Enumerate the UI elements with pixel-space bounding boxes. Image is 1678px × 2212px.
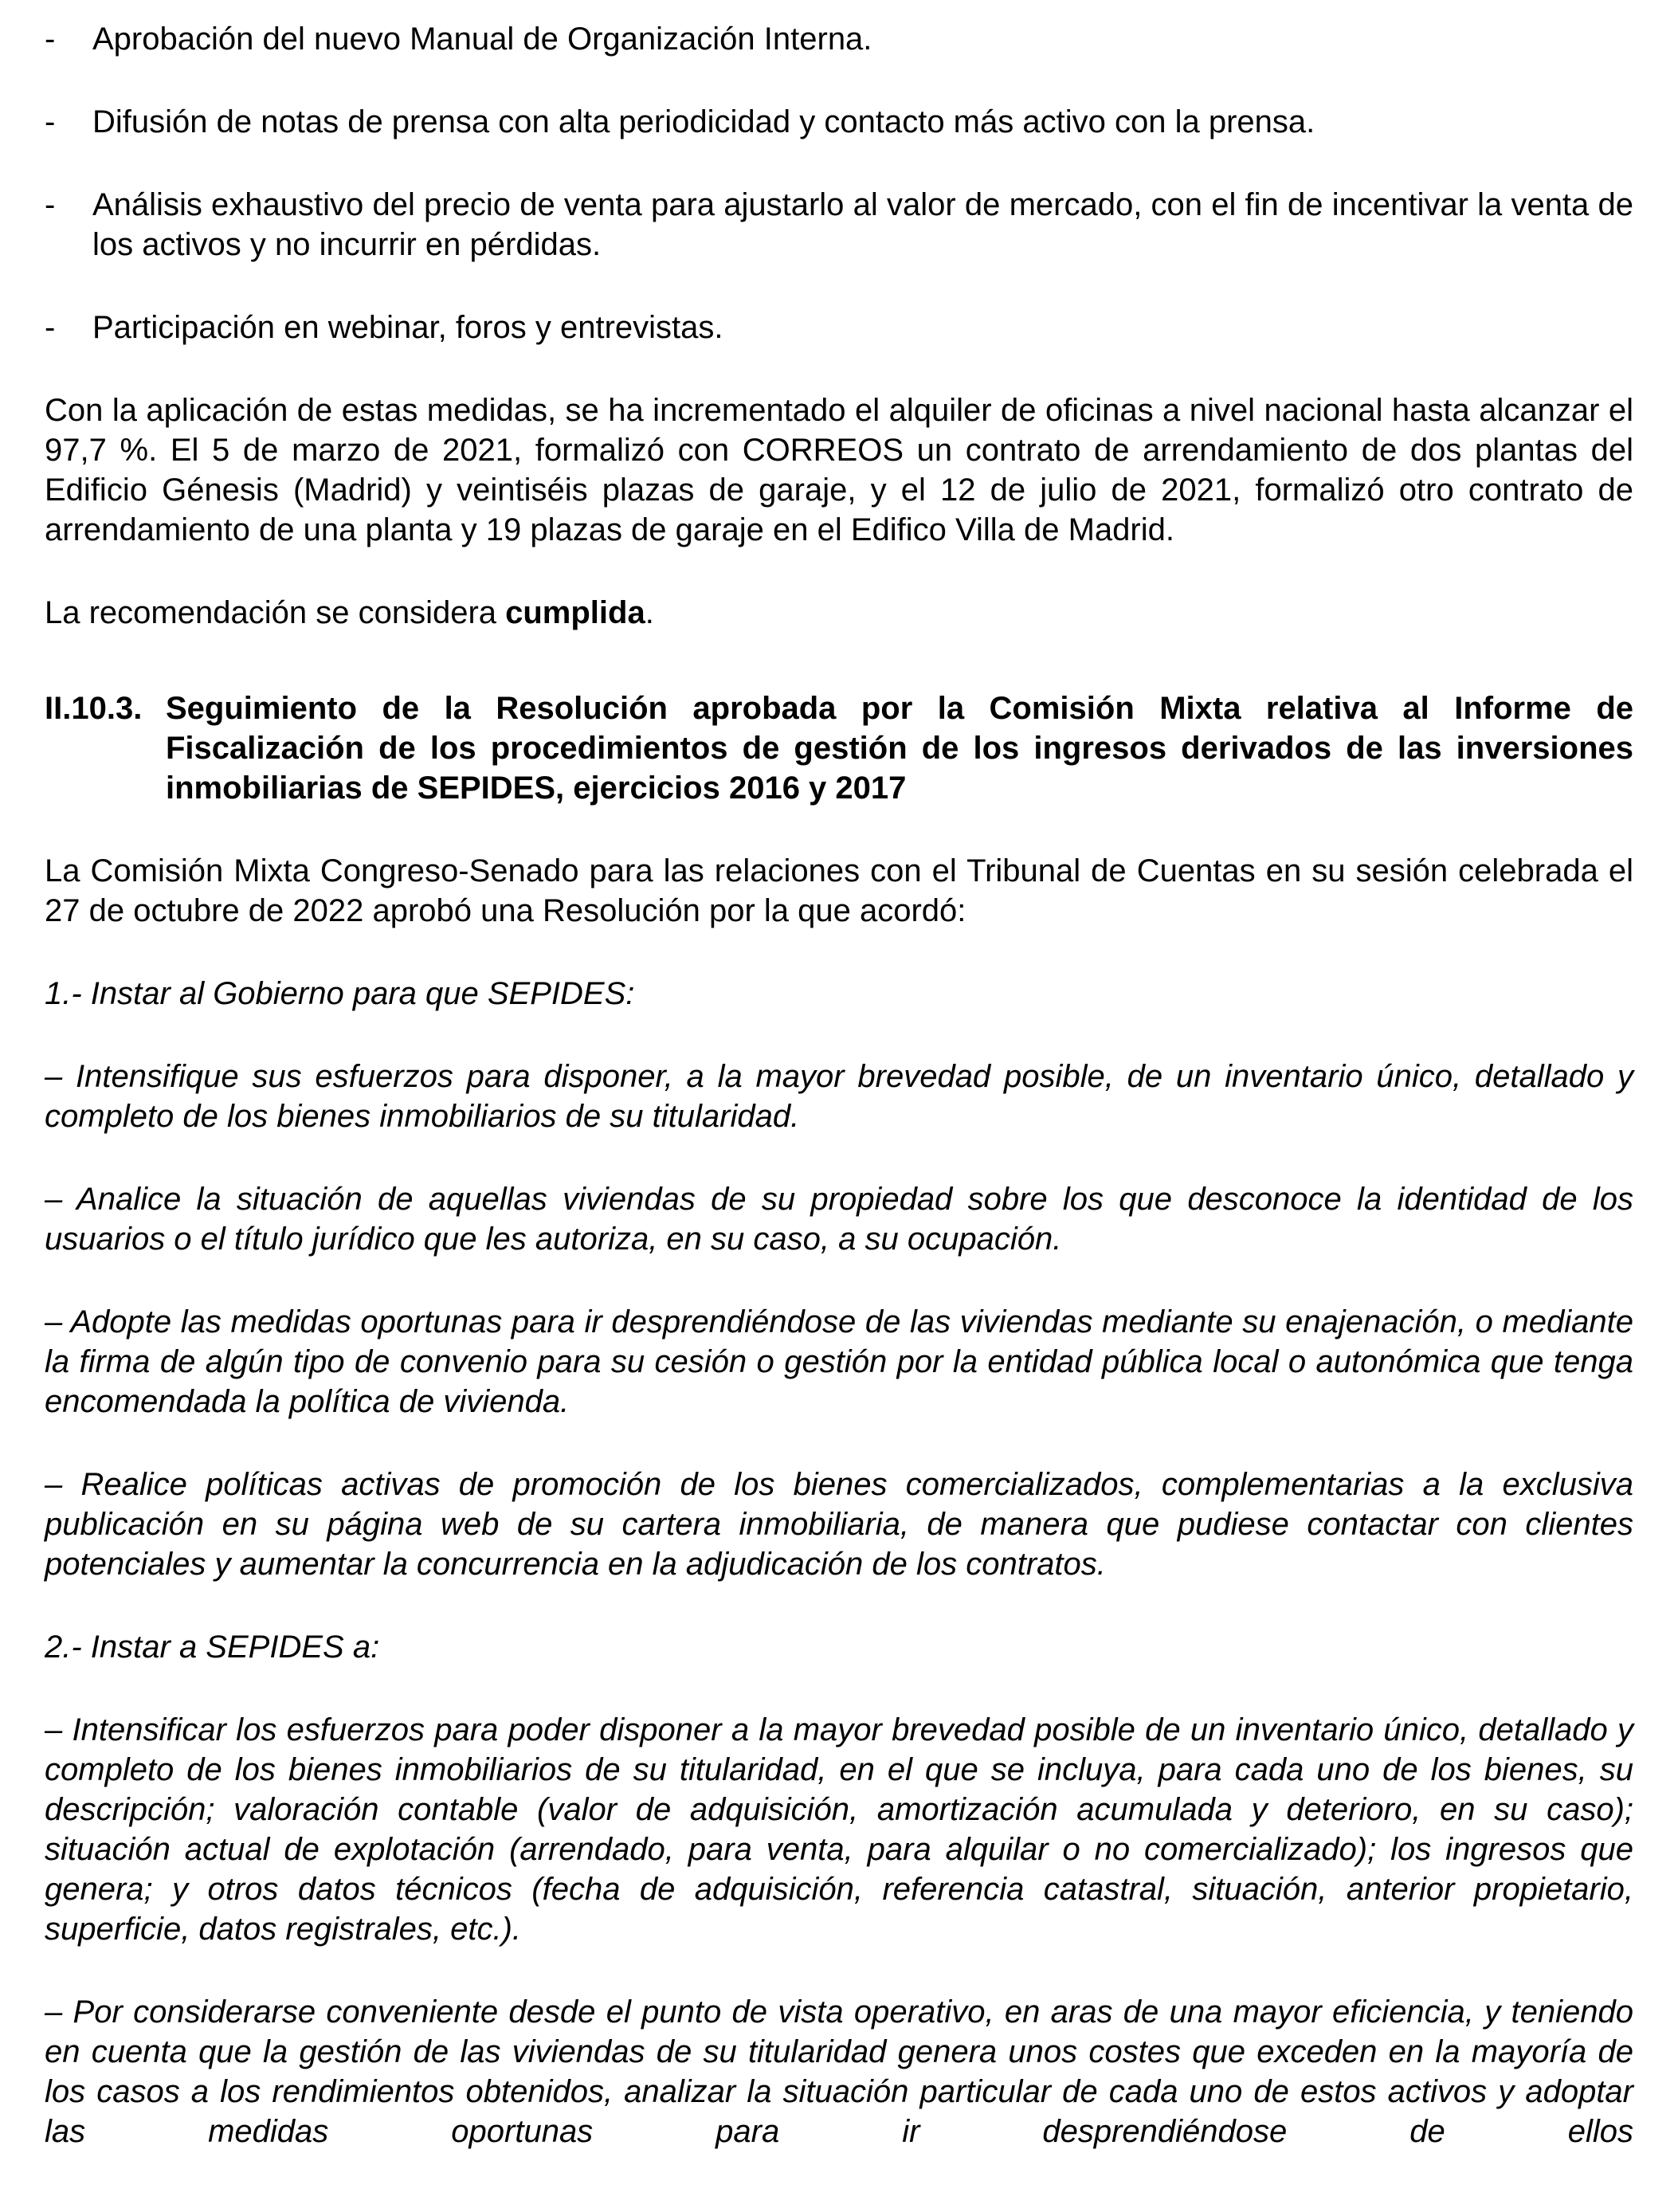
bullet-text: Difusión de notas de prensa con alta periodicidad y contacto más activo con la prensa.: [92, 104, 1315, 139]
heading-title: Seguimiento de la Resolución aprobada por la Comisión Mixta relativa al Informe de Fiscalización de los procedimientos de gestión de los ingresos derivados de las inversiones inmobiliarias de SEPIDES, ejercicios 2016 y 2017: [166, 691, 1633, 806]
resolution-item1-point-promocion: – Realice políticas activas de promoción de los bienes comercializados, complementarias a la exclusiva publicación en su página web de su cartera inmobiliaria, de manera que pudiese contactar con clientes potenciales y aumentar la concurrencia en la adjudicación de los contratos.: [45, 1467, 1633, 1582]
bullet-text: Participación en webinar, foros y entrevistas.: [92, 310, 723, 345]
resolution-item1-point-viviendas: – Analice la situación de aquellas viviendas de su propiedad sobre los que desconoce la identidad de los usuarios o el título jurídico que les autoriza, en su caso, a su ocupación.: [45, 1182, 1633, 1257]
paragraph-medidas: Con la aplicación de estas medidas, se ha incrementado el alquiler de oficinas a nivel nacional hasta alcanzar el 97,7 %. El 5 de marzo de 2021, formalizó con CORREOS un contrato de arrendamiento de dos plantas del Edificio Génesis (Madrid) y veintiséis plazas de garaje, y el 12 de julio de 2021, formalizó otro contrato de arrendamiento de una planta y 19 plazas de garaje en el Edifico Villa de Madrid.: [45, 393, 1633, 547]
bullet-item-difusion: [45, 102, 1633, 142]
resolution-item2-point-inventario-detalle: – Intensificar los esfuerzos para poder disponer a la mayor brevedad posible de un inventario único, detallado y completo de los bienes inmobiliarios de su titularidad, en el que se incluya, para cada uno de los bienes, su descripción; valoración contable (valor de adquisición, amortización acumulada y deterioro, en su caso); situación actual de explotación (arrendado, para venta, para alquilar o no comercializado); los ingresos que genera; y otros datos técnicos (fecha de adquisición, referencia catastral, situación, anterior propietario, superficie, datos registrales, etc.).: [45, 1712, 1633, 1947]
bullet-item-manual: [45, 19, 1633, 59]
bullet-dash: -: [45, 104, 56, 139]
recommendation-line: [45, 593, 1633, 633]
resolution-item2-point-eficiencia: – Por considerarse conveniente desde el punto de vista operativo, en aras de una mayor eficiencia, y teniendo en cuenta que la gestión de las viviendas de su titularidad genera unos costes que exceden en la mayoría de los casos a los rendimientos obtenidos, analizar la situación particular de cada uno de estos activos y adoptar las medidas oportunas para ir desprendiéndose de ellos: [45, 1994, 1633, 2149]
bullet-item-participacion: [45, 308, 1633, 347]
resolution-item2-intro: 2.- Instar a SEPIDES a:: [45, 1630, 380, 1665]
bullet-dash: -: [45, 310, 56, 345]
recommendation-status-bold: cumplida: [505, 595, 645, 630]
recommendation-suffix: .: [645, 595, 654, 630]
bullet-dash: -: [45, 187, 56, 222]
bullet-text: Aprobación del nuevo Manual de Organización Interna.: [92, 22, 872, 57]
resolution-item1-intro: 1.- Instar al Gobierno para que SEPIDES:: [45, 976, 635, 1011]
bullet-text: Análisis exhaustivo del precio de venta para ajustarlo al valor de mercado, con el fin de incentivar la venta de los activos y no incurrir en pérdidas.: [92, 187, 1633, 262]
paragraph-comision-mixta: La Comisión Mixta Congreso-Senado para las relaciones con el Tribunal de Cuentas en su sesión celebrada el 27 de octubre de 2022 aprobó una Resolución por la que acordó:: [45, 853, 1633, 928]
resolution-item1-point-inventario: – Intensifique sus esfuerzos para disponer, a la mayor brevedad posible, de un inventario único, detallado y completo de los bienes inmobiliarios de su titularidad.: [45, 1059, 1633, 1134]
bullet-dash: -: [45, 22, 56, 57]
resolution-item1-point-enajenacion: – Adopte las medidas oportunas para ir desprendiéndose de las viviendas mediante su enajenación, o mediante la firma de algún tipo de convenio para su cesión o gestión por la entidad pública local o autonómica que tenga encomendada la política de vivienda.: [45, 1304, 1633, 1419]
heading-number: II.10.3.: [45, 691, 143, 726]
recommendation-prefix: La recomendación se considera: [45, 595, 506, 630]
bullet-item-analisis: [45, 185, 1633, 265]
section-heading: [45, 688, 1633, 808]
